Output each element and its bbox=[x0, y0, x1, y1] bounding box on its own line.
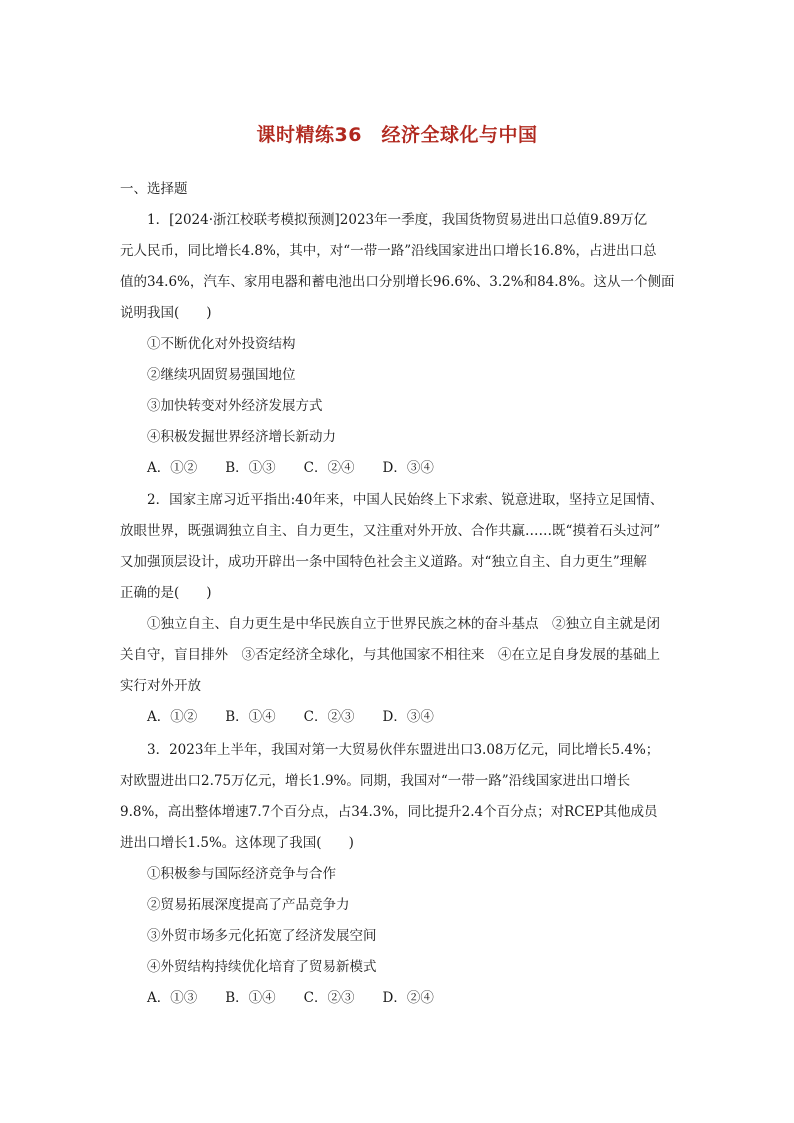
answer-choice-a: A．①② bbox=[147, 460, 198, 476]
option-item: 实行对外开放 bbox=[120, 678, 201, 694]
question-text-line: 元人民币，同比增长4.8%，其中，对“一带一路”沿线国家进出口增长16.8%，占进出口总 bbox=[120, 243, 657, 259]
answer-choice-c: C．②③ bbox=[303, 709, 355, 725]
question-text-line: 对欧盟进出口2.75万亿元，增长1.9%。同期，我国对“一带一路”沿线国家进出口增长 bbox=[120, 773, 631, 789]
question-text-line: 放眼世界，既强调独立自主、自力更生，又注重对外开放、合作共赢……既“摸着石头过河” bbox=[120, 523, 661, 539]
answer-choices bbox=[147, 707, 707, 727]
option-item: 关自守，盲目排外 ③否定经济全球化，与其他国家不相往来 ④在立足自身发展的基础上 bbox=[120, 647, 660, 663]
option-item: ①积极参与国际经济竞争与合作 bbox=[147, 866, 336, 882]
question-text-line: 1．[2024·浙江校联考模拟预测]2023年一季度，我国货物贸易进出口总值9.89万亿 bbox=[147, 212, 648, 228]
answer-choice-d: D．③④ bbox=[382, 460, 434, 476]
option-item: ②继续巩固贸易强国地位 bbox=[147, 367, 296, 383]
answer-choice-b: B．①④ bbox=[225, 990, 276, 1006]
answer-choice-c: C．②④ bbox=[303, 460, 355, 476]
question-text-line: 又加强顶层设计，成功开辟出一条中国特色社会主义道路。对“独立自主、自力更生”理解 bbox=[120, 554, 647, 570]
answer-choice-b: B．①③ bbox=[225, 460, 276, 476]
section-heading: 一、选择题 bbox=[120, 181, 188, 197]
option-item: ③外贸市场多元化拓宽了经济发展空间 bbox=[147, 928, 377, 944]
answer-choice-c: C．②③ bbox=[303, 990, 355, 1006]
answer-choice-a: A．①② bbox=[147, 709, 198, 725]
option-item: ①不断优化对外投资结构 bbox=[147, 336, 296, 352]
question-text-line: 9.8%，高出整体增速7.7个百分点，占34.3%，同比提升2.4个百分点；对RCEP其他成员 bbox=[120, 804, 658, 820]
question-text-line: 说明我国( ) bbox=[120, 305, 212, 321]
question-text-line: 值的34.6%，汽车、家用电器和蓄电池出口分别增长96.6%、3.2%和84.8%。这从一个侧面 bbox=[120, 274, 675, 290]
option-item: ④积极发掘世界经济增长新动力 bbox=[147, 429, 336, 445]
answer-choices bbox=[147, 988, 707, 1008]
option-item: ③加快转变对外经济发展方式 bbox=[147, 398, 323, 414]
option-item: ④外贸结构持续优化培育了贸易新模式 bbox=[147, 959, 377, 975]
question-text-line: 2．国家主席习近平指出:40年来，中国人民始终上下求索、锐意进取，坚持立足国情、 bbox=[147, 492, 664, 508]
answer-choice-d: D．③④ bbox=[382, 709, 434, 725]
question-text-line: 进出口增长1.5%。这体现了我国( ) bbox=[120, 835, 354, 851]
page-title: 课时精练36 经济全球化与中国 bbox=[256, 124, 538, 146]
answer-choice-d: D．②④ bbox=[382, 990, 434, 1006]
answer-choices bbox=[147, 458, 707, 478]
answer-choice-a: A．①③ bbox=[147, 990, 198, 1006]
option-item: ②贸易拓展深度提高了产品竞争力 bbox=[147, 897, 350, 913]
question-text-line: 正确的是( ) bbox=[120, 585, 212, 601]
question-text-line: 3．2023年上半年，我国对第一大贸易伙伴东盟进出口3.08万亿元，同比增长5.4%； bbox=[147, 742, 660, 758]
answer-choice-b: B．①④ bbox=[225, 709, 276, 725]
option-item: ①独立自主、自力更生是中华民族自立于世界民族之林的奋斗基点 ②独立自主就是闭 bbox=[147, 616, 660, 632]
